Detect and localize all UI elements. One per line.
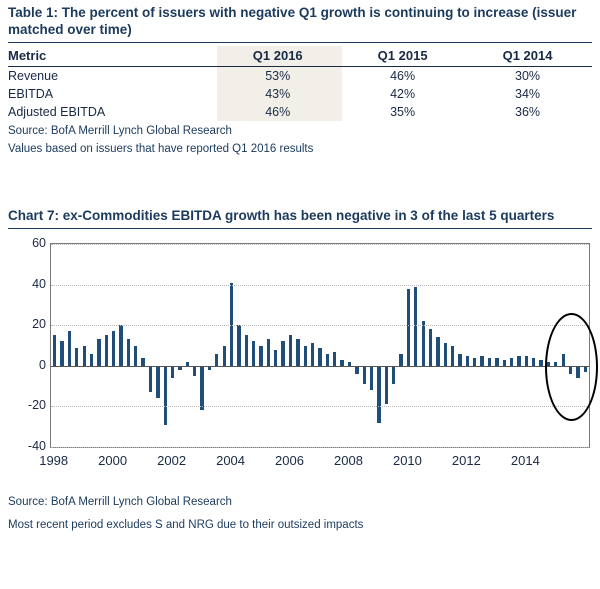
bar [414,287,417,366]
bar-series [51,244,589,447]
table-1 [8,46,592,121]
bar [318,348,321,366]
bar [60,341,63,365]
table-1-title-rule [8,42,592,43]
bar [252,341,255,365]
bar [385,366,388,405]
bar [296,339,299,365]
bar [370,366,373,390]
column-header-q1-2014: Q1 2014 [467,46,592,67]
gridline [51,285,589,286]
bar [399,354,402,366]
chart-7-note: Most recent period excludes S and NRG due to their outsized impacts [8,519,364,531]
bar [223,346,226,366]
bar [532,358,535,366]
bar [510,358,513,366]
y-axis-tick-label: 40 [32,276,46,291]
y-axis-tick-label: 0 [39,357,46,372]
bar [392,366,395,384]
x-axis-tick-label: 2012 [451,453,481,468]
bar [488,358,491,366]
bar [458,354,461,366]
chart-7-title: Chart 7: ex-Commodities EBITDA growth has been negative in 3 of the last 5 quarters [8,208,555,223]
bar [105,335,108,365]
bar [444,343,447,365]
bar [75,348,78,366]
bar [281,341,284,365]
table-1-title: Table 1: The percent of issuers with negative Q1 growth is continuing to increase (issuer matched over time) [8,5,577,37]
bar [267,339,270,365]
x-axis-tick-label: 2002 [157,453,187,468]
table-1-block [8,4,592,157]
bar [289,335,292,365]
cell-metric: EBITDA [8,87,54,101]
cell-q1-2015: 35% [390,105,416,119]
table-1-head [8,46,592,67]
bar [274,350,277,366]
bar [112,331,115,366]
y-axis-tick-label: 60 [32,236,46,250]
bar [355,366,358,374]
bar [480,356,483,366]
cell-q1-2015: 42% [390,87,416,101]
bar [333,352,336,366]
column-header-q1-2015: Q1 2015 [342,46,467,67]
bar [83,346,86,366]
bar [90,354,93,366]
bar [53,335,56,365]
bar [436,337,439,365]
y-axis-tick-label: 20 [32,317,46,332]
zero-line [51,366,589,367]
x-axis-tick-label: 2000 [98,453,128,468]
cell-q1-2016: 46% [217,103,342,121]
bar [134,346,137,366]
bar [68,331,71,366]
bar [466,356,469,366]
bar [97,339,100,365]
table-1-note: Values based on issuers that have reported Q1 2016 results [8,143,314,155]
bar [171,366,174,378]
table-1-body [8,67,592,122]
y-axis-tick-label: -40 [27,439,46,453]
gridline [51,325,589,326]
chart-7-source: Source: BofA Merrill Lynch Global Research [8,496,232,508]
bar [422,321,425,366]
bar [245,335,248,365]
bar [525,356,528,366]
table-row [8,67,592,86]
table-1-source: Source: BofA Merrill Lynch Global Research [8,125,232,137]
highlight-ellipse-annotation [545,313,598,421]
cell-q1-2014: 30% [515,69,541,83]
bar [451,346,454,366]
bar [517,356,520,366]
bar [429,329,432,366]
bar [326,354,329,366]
bar [149,366,152,392]
column-header-q1-2016: Q1 2016 [217,46,342,67]
bar [164,366,167,425]
chart-7-title-rule [8,228,592,229]
bar [193,366,196,376]
cell-metric: Adjusted EBITDA [8,105,106,119]
cell-metric: Revenue [8,69,59,83]
gridline [51,406,589,407]
x-axis-tick-label: 2004 [216,453,246,468]
bar [127,339,130,365]
bar [215,354,218,366]
column-header-metric: Metric [8,46,217,67]
bar [230,283,233,366]
x-axis-tick-label: 2006 [275,453,304,468]
x-axis-tick-label: 1998 [39,453,69,468]
bar [200,366,203,411]
gridline [51,447,589,448]
chart-7-block [8,207,592,534]
x-axis-tick-label: 2008 [334,453,363,468]
bar [407,289,410,366]
y-axis-tick-label: -20 [27,398,46,413]
table-row [8,103,592,121]
bar [237,325,240,366]
bar [495,358,498,366]
table-1-header-row [8,46,592,67]
bar [304,346,307,366]
chart-7-plot [8,233,592,488]
bar [119,325,122,366]
bar [141,358,144,366]
x-axis-tick-label: 2014 [510,453,540,468]
bar [363,366,366,384]
table-row [8,85,592,103]
cell-q1-2016: 43% [217,85,342,103]
bar [259,346,262,366]
plot-frame [50,243,590,448]
bar [377,366,380,423]
cell-q1-2014: 36% [515,105,541,119]
bar [311,343,314,365]
bar [156,366,159,398]
cell-q1-2016: 53% [217,67,342,86]
gridline [51,244,589,245]
cell-q1-2014: 34% [515,87,541,101]
x-axis-tick-label: 2010 [392,453,422,468]
bar [473,358,476,366]
cell-q1-2015: 46% [390,69,416,83]
